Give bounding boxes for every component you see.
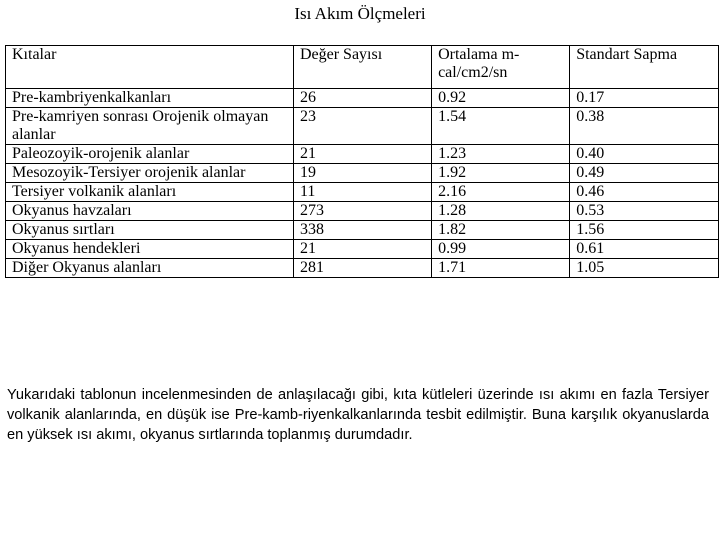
row-count: 338	[293, 221, 431, 240]
row-mean: 1.28	[432, 202, 570, 221]
row-count: 26	[293, 89, 431, 108]
table-row	[6, 221, 719, 240]
row-mean: 2.16	[432, 183, 570, 202]
row-region: Paleozoyik-orojenik alanlar	[6, 145, 294, 164]
row-region: Tersiyer volkanik alanları	[6, 183, 294, 202]
table-row	[6, 108, 719, 145]
row-std: 0.53	[570, 202, 719, 221]
row-mean: 0.92	[432, 89, 570, 108]
row-region: Okyanus sırtları	[6, 221, 294, 240]
row-region: Pre-kambriyenkalkanları	[6, 89, 294, 108]
row-mean: 1.92	[432, 164, 570, 183]
row-count: 23	[293, 108, 431, 145]
row-region: Pre-kamriyen sonrası Orojenik olmayan alanlar	[6, 108, 294, 145]
row-region: Diğer Okyanus alanları	[6, 259, 294, 278]
row-mean: 1.71	[432, 259, 570, 278]
row-count: 273	[293, 202, 431, 221]
page-title: Isı Akım Ölçmeleri	[294, 4, 426, 23]
table-row	[6, 145, 719, 164]
table-row	[6, 240, 719, 259]
table-row	[6, 259, 719, 278]
row-mean: 1.82	[432, 221, 570, 240]
row-std: 0.40	[570, 145, 719, 164]
row-std: 0.46	[570, 183, 719, 202]
row-std: 0.38	[570, 108, 719, 145]
header-continents: Kıtalar	[6, 46, 294, 89]
row-std: 1.05	[570, 259, 719, 278]
row-count: 281	[293, 259, 431, 278]
row-count: 11	[293, 183, 431, 202]
heat-flow-table	[5, 45, 719, 278]
header-mean: Ortalama m-cal/cm2/sn	[432, 46, 570, 89]
table-row	[6, 164, 719, 183]
row-std: 1.56	[570, 221, 719, 240]
row-std: 0.17	[570, 89, 719, 108]
table-header-row	[6, 46, 719, 89]
row-mean: 0.99	[432, 240, 570, 259]
header-std-dev: Standart Sapma	[570, 46, 719, 89]
table-row	[6, 202, 719, 221]
row-count: 19	[293, 164, 431, 183]
row-std: 0.61	[570, 240, 719, 259]
row-mean: 1.23	[432, 145, 570, 164]
row-std: 0.49	[570, 164, 719, 183]
table-row	[6, 89, 719, 108]
row-region: Okyanus hendekleri	[6, 240, 294, 259]
row-count: 21	[293, 240, 431, 259]
row-region: Mesozoyik-Tersiyer orojenik alanlar	[6, 164, 294, 183]
header-value-count: Değer Sayısı	[293, 46, 431, 89]
row-mean: 1.54	[432, 108, 570, 145]
row-count: 21	[293, 145, 431, 164]
row-region: Okyanus havzaları	[6, 202, 294, 221]
summary-paragraph: Yukarıdaki tablonun incelenmesinden de anlaşılacağı gibi, kıta kütleleri üzerinde ısı akımı en fazla Tersiyer volkanik alanlarında, en düşük ise Pre-kamb-riyenkalkanlarında tesbit edilmiştir. Buna karşılık okyanuslarda en yüksek ısı akımı, okyanus sırtlarında toplanmış durumdadır.	[7, 386, 709, 443]
table-row	[6, 183, 719, 202]
